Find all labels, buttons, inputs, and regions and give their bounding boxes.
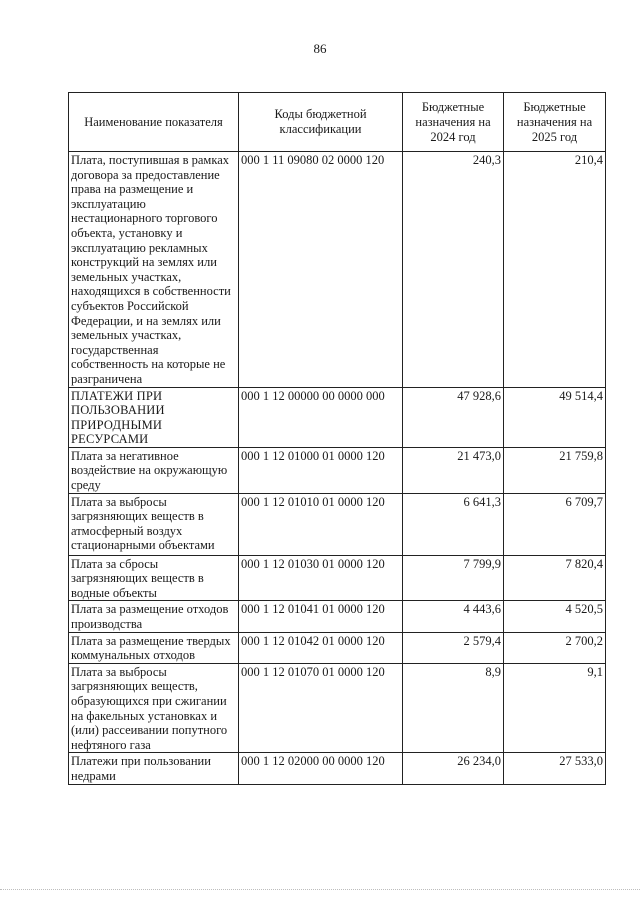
row-name: Плата, поступившая в рамках договора за предоставление права на размещение и эксплуатацию нестационарного торгового объекта, установку и эксплуатацию рекламных конструкций на землях или земельных участках, находящихся в собственности субъектов Российской Федерации, и на землях или земельных участках, государственная собственность на которые не разграничена	[69, 152, 239, 388]
table-row	[69, 663, 606, 753]
scan-edge-divider	[0, 889, 640, 891]
row-value-2025: 27 533,0	[504, 753, 606, 784]
table-row	[69, 555, 606, 601]
row-value-2024: 240,3	[403, 152, 504, 388]
row-value-2024: 2 579,4	[403, 632, 504, 663]
row-value-2025: 4 520,5	[504, 601, 606, 632]
row-code: 000 1 12 02000 00 0000 120	[239, 753, 403, 784]
row-value-2024: 6 641,3	[403, 493, 504, 555]
table-row	[69, 601, 606, 632]
table-row	[69, 152, 606, 388]
row-name: Плата за выбросы загрязняющих веществ, образующихся при сжигании на факельных установках и (или) рассеивании попутного нефтяного газа	[69, 663, 239, 753]
row-value-2025: 210,4	[504, 152, 606, 388]
row-name: ПЛАТЕЖИ ПРИ ПОЛЬЗОВАНИИ ПРИРОДНЫМИ РЕСУРСАМИ	[69, 387, 239, 447]
table-row	[69, 753, 606, 784]
row-code: 000 1 12 01010 01 0000 120	[239, 493, 403, 555]
row-value-2024: 47 928,6	[403, 387, 504, 447]
header-indicator-name: Наименование показателя	[69, 93, 239, 152]
row-value-2025: 21 759,8	[504, 447, 606, 493]
budget-table	[68, 92, 606, 785]
header-budget-2024: Бюджетные назначения на 2024 год	[403, 93, 504, 152]
row-value-2024: 4 443,6	[403, 601, 504, 632]
row-value-2025: 2 700,2	[504, 632, 606, 663]
row-name: Плата за выбросы загрязняющих веществ в атмосферный воздух стационарными объектами	[69, 493, 239, 555]
row-value-2025: 9,1	[504, 663, 606, 753]
table-row	[69, 387, 606, 447]
table-row	[69, 632, 606, 663]
row-value-2024: 21 473,0	[403, 447, 504, 493]
row-name: Плата за размещение отходов производства	[69, 601, 239, 632]
row-code: 000 1 12 01041 01 0000 120	[239, 601, 403, 632]
row-value-2024: 8,9	[403, 663, 504, 753]
row-value-2024: 7 799,9	[403, 555, 504, 601]
row-code: 000 1 12 01070 01 0000 120	[239, 663, 403, 753]
row-name: Плата за размещение твердых коммунальных отходов	[69, 632, 239, 663]
row-code: 000 1 11 09080 02 0000 120	[239, 152, 403, 388]
row-code: 000 1 12 00000 00 0000 000	[239, 387, 403, 447]
row-value-2025: 7 820,4	[504, 555, 606, 601]
row-name: Плата за сбросы загрязняющих веществ в водные объекты	[69, 555, 239, 601]
header-budget-2025: Бюджетные назначения на 2025 год	[504, 93, 606, 152]
page-number: 86	[313, 41, 327, 56]
table-row	[69, 493, 606, 555]
row-code: 000 1 12 01000 01 0000 120	[239, 447, 403, 493]
table-row	[69, 447, 606, 493]
row-name: Платежи при пользовании недрами	[69, 753, 239, 784]
row-value-2025: 49 514,4	[504, 387, 606, 447]
row-code: 000 1 12 01030 01 0000 120	[239, 555, 403, 601]
header-budget-code: Коды бюджетной классификации	[239, 93, 403, 152]
row-value-2024: 26 234,0	[403, 753, 504, 784]
table-header-row	[69, 93, 606, 152]
row-code: 000 1 12 01042 01 0000 120	[239, 632, 403, 663]
row-name: Плата за негативное воздействие на окружающую среду	[69, 447, 239, 493]
row-value-2025: 6 709,7	[504, 493, 606, 555]
